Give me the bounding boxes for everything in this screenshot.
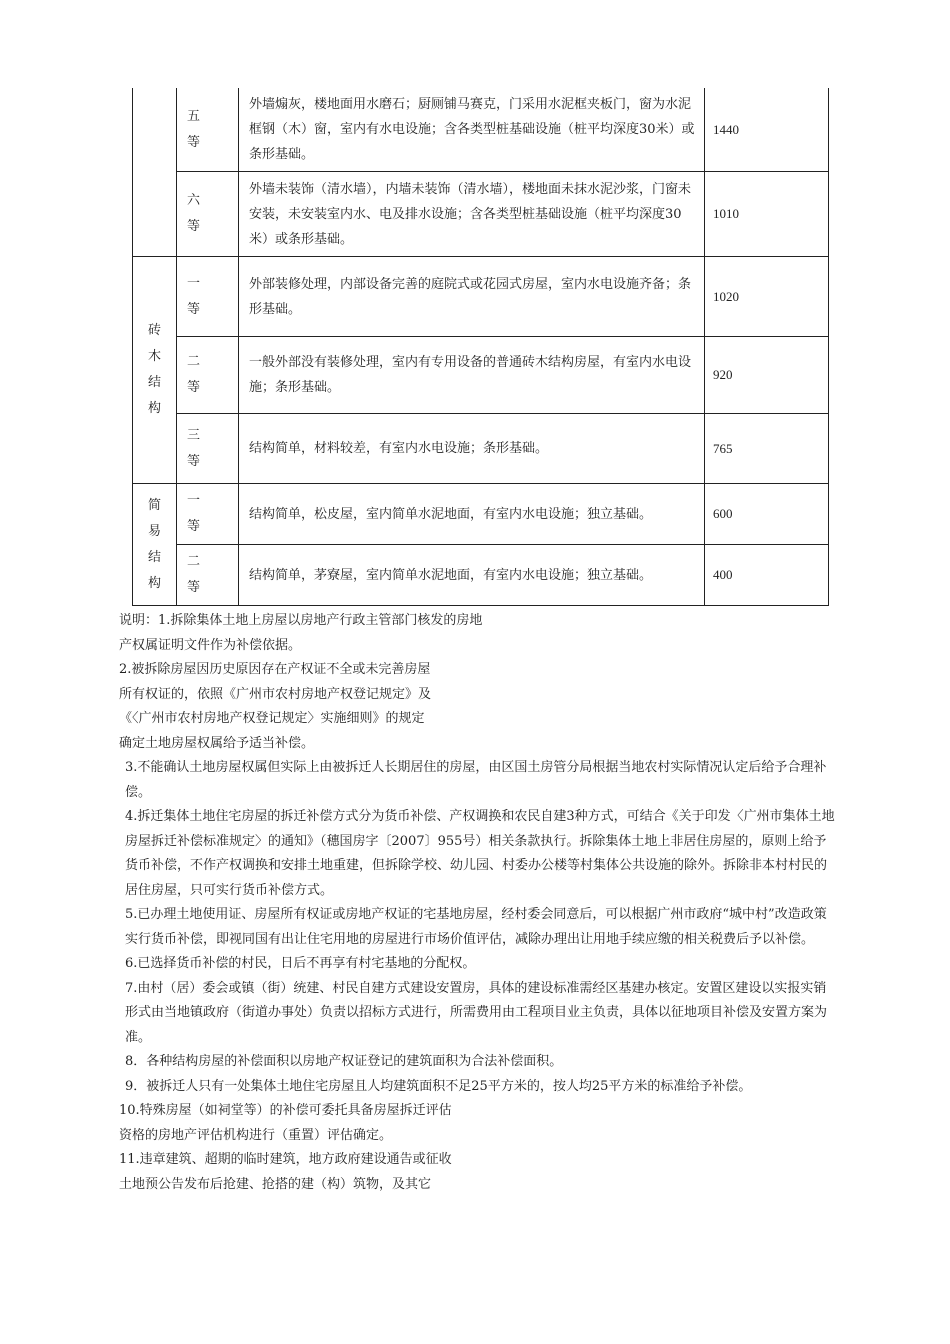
price-cell: [705, 414, 829, 484]
grade-cell: [177, 414, 239, 484]
note-line: 所有权证的，依照《广州市农村房地产权登记规定》及: [119, 686, 432, 702]
note-paragraph: 9．被拆迁人只有一处集体土地住宅房屋且人均建筑面积不足25平方米的，按人均25平方米的标准给予补偿。: [125, 1078, 752, 1094]
structure-char: 易: [147, 523, 161, 539]
grade-label: 等: [187, 580, 201, 595]
note-paragraph: 6.已选择货币补偿的村民，日后不再享有村宅基地的分配权。: [125, 956, 476, 971]
note-paragraph: 3.不能确认土地房屋权属但实际上由被拆迁人长期居住的房屋，由区国土房管分局根据当地农村实际情况认定后给予合理补偿。: [125, 760, 827, 800]
note-line: 产权属证明文件作为补偿依据。: [119, 637, 302, 653]
price-value: 600: [713, 506, 733, 521]
structure-cell: [133, 484, 177, 606]
grade-label: 一: [187, 493, 201, 508]
grade-label: 等: [187, 134, 201, 150]
table-row: [133, 88, 829, 172]
description-text: 结构简单，松皮屋，室内简单水泥地面，有室内水电设施；独立基础。: [249, 506, 653, 522]
structure-char: 结: [147, 375, 161, 390]
note-paragraph: 8．各种结构房屋的补偿面积以房地产权证登记的建筑面积为合法补偿面积。: [125, 1054, 563, 1069]
price-cell: [705, 484, 829, 545]
structure-char: 结: [147, 549, 161, 565]
price-cell: [705, 257, 829, 337]
description-text: 外部装修处理，内部设备完善的庭院式或花园式房屋，室内水电设施齐备；条形基础。: [249, 276, 692, 317]
table-row: [133, 414, 829, 484]
structure-char: 简: [147, 497, 161, 513]
grade-label: 一: [187, 275, 201, 291]
price-value: 1020: [713, 288, 739, 304]
note-paragraph: 4.拆迁集体土地住宅房屋的拆迁补偿方式分为货币补偿、产权调换和农民自建3种方式，可结合《关于印发〈广州市集体土地房屋拆迁补偿标准规定〉的通知》（穗国房字〔2007〕955号）相关条款执行。拆除集体土地上非居住房屋的，原则上给予货币补偿，不作产权调换和安排土地重建，但拆除学校、幼儿园、村委办公楼等村集体公共设施的除外。拆除非本村村民的居住房屋，只可实行货币补偿方式。: [125, 809, 835, 898]
note-line: 土地预公告发布后抢建、抢搭的建（构）筑物，及其它: [119, 1176, 432, 1192]
grade-label: 二: [187, 554, 201, 569]
note-line: 2.被拆除房屋因历史原因存在产权证不全或未完善房屋: [119, 662, 431, 677]
description-text: 结构简单，茅寮屋，室内简单水泥地面，有室内水电设施；独立基础。: [249, 567, 653, 583]
description-cell: [239, 414, 705, 484]
grade-label: 二: [187, 354, 201, 369]
description-cell: [239, 257, 705, 337]
grade-label: 六: [187, 193, 201, 208]
structure-cell: [133, 257, 177, 484]
description-text: 一般外部没有装修处理，室内有专用设备的普通砖木结构房屋，有室内水电设施；条形基础。: [249, 355, 692, 395]
price-cell: [705, 88, 829, 172]
structure-cell: [133, 88, 177, 257]
structure-char: 构: [147, 401, 161, 416]
price-cell: [705, 545, 829, 606]
description-cell: [239, 337, 705, 414]
description-text: 结构简单，材料较差，有室内水电设施；条形基础。: [249, 441, 549, 456]
grade-label: 等: [187, 453, 201, 469]
notes-section: [119, 609, 835, 1197]
grade-label: 等: [187, 219, 201, 234]
price-value: 765: [713, 440, 733, 456]
table-row: [133, 337, 829, 414]
table-row: [133, 484, 829, 545]
note-line: 《〈广州市农村房地产权登记规定〉实施细则》的规定: [119, 711, 425, 726]
description-cell: [239, 172, 705, 257]
grade-cell: [177, 337, 239, 414]
table-row: [133, 172, 829, 257]
grade-label: 等: [187, 380, 201, 395]
structure-char: 构: [147, 575, 161, 591]
grade-label: 等: [187, 301, 201, 317]
note-line: 资格的房地产评估机构进行（重置）评估确定。: [119, 1127, 393, 1143]
description-text: 外墙煽灰，楼地面用水磨石；厨厕铺马赛克，门采用水泥框夹板门，窗为水泥框钢（木）窗，室内有水电设施；含各类型桩基础设施（桩平均深度30米）或条形基础。: [249, 97, 695, 162]
grade-cell: [177, 545, 239, 606]
note-paragraph: 7.由村（居）委会或镇（街）统建、村民自建方式建设安置房，具体的建设标准需经区基建办核定。安置区建设以实报实销形式由当地镇政府（街道办事处）负责以招标方式进行，所需费用由工程项目业主负责，具体以征地项目补偿及安置方案为准。: [125, 980, 828, 1045]
grade-cell: [177, 172, 239, 257]
description-cell: [239, 484, 705, 545]
grade-cell: [177, 484, 239, 545]
table-row: [133, 257, 829, 337]
grade-label: 五: [187, 108, 201, 124]
structure-label: [148, 318, 161, 422]
price-value: 920: [713, 367, 733, 382]
table-row: [133, 545, 829, 606]
grade-label: 等: [187, 519, 201, 534]
note-line: 10.特殊房屋（如祠堂等）的补偿可委托具备房屋拆迁评估: [119, 1103, 452, 1118]
structure-char: 砖: [147, 323, 161, 338]
price-value: 400: [713, 567, 733, 582]
price-cell: [705, 337, 829, 414]
compensation-table: [132, 88, 829, 606]
note-paragraph: 5.已办理土地使用证、房屋所有权证或房地产权证的宅基地房屋，经村委会同意后，可以根据广州市政府“城中村”改造政策实行货币补偿，即视同国有出让住宅用地的房屋进行市场价值评估，减除办理出让用地手续应缴的相关税费后予以补偿。: [125, 907, 827, 947]
price-cell: [705, 172, 829, 257]
structure-char: 木: [147, 349, 161, 364]
description-text: 外墙未装饰（清水墙），内墙未装饰（清水墙），楼地面未抹水泥沙浆，门窗未安装，未安装室内水、电及排水设施；含各类型桩基础设施（桩平均深度30米）或条形基础。: [249, 181, 692, 247]
grade-cell: [177, 257, 239, 337]
note-line: 11.违章建筑、超期的临时建筑，地方政府建设通告或征收: [119, 1152, 452, 1167]
note-line: 说明：1.拆除集体土地上房屋以房地产行政主管部门核发的房地: [119, 613, 483, 628]
note-line: 确定土地房屋权属给予适当补偿。: [119, 735, 315, 751]
price-value: 1010: [713, 206, 739, 221]
description-cell: [239, 545, 705, 606]
grade-label: 三: [187, 427, 201, 443]
description-cell: [239, 88, 705, 172]
price-value: 1440: [713, 121, 739, 137]
grade-cell: [177, 88, 239, 172]
structure-label: [148, 493, 161, 597]
